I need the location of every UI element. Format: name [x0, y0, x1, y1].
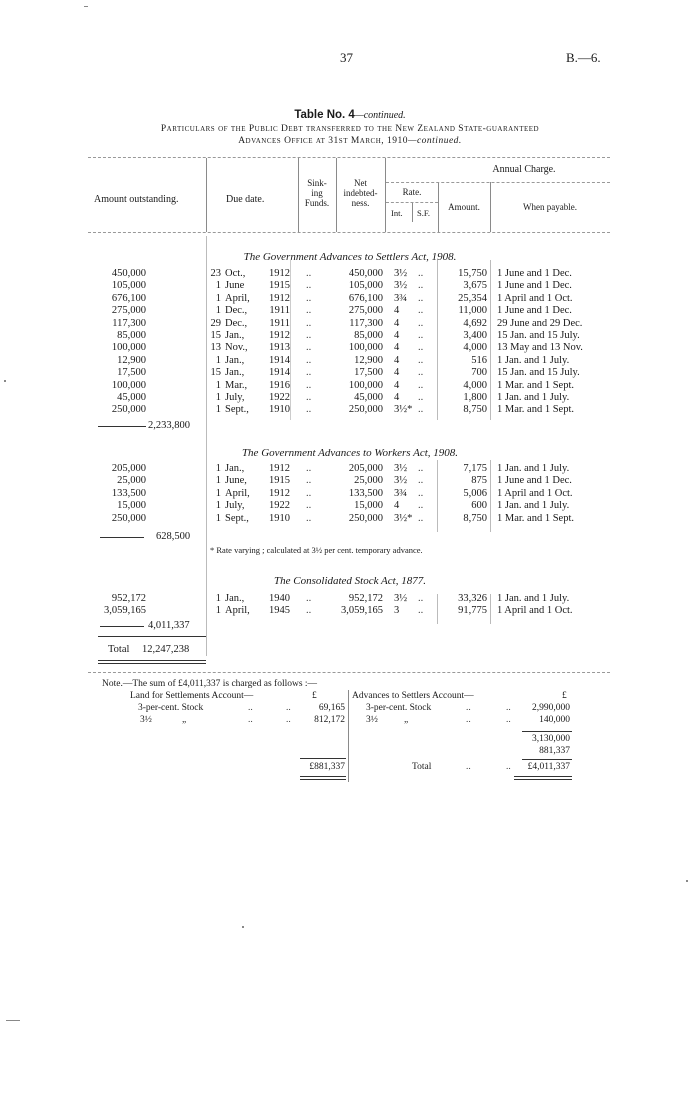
cell-year: 1910 [269, 512, 290, 524]
col-when-payable: When payable. [523, 202, 577, 212]
table-number: Table No. 4 [294, 109, 355, 121]
cell-rate: 3¾ [394, 292, 408, 304]
cell-sf: .. [418, 379, 424, 391]
cell-charge: 15,750 [458, 268, 487, 279]
cell-net: 250,000 [348, 404, 383, 416]
cell-amount: 450,000 [111, 268, 146, 279]
rate-footnote: * Rate varying ; calculated at 3½ per cent. temporary advance. [210, 545, 423, 555]
table-row [0, 342, 700, 355]
cell-amount: 17,500 [117, 367, 146, 379]
cell-net: 105,000 [348, 280, 383, 292]
cell-when: 15 Jan. and 15 July. [497, 367, 580, 379]
cell-day: 1 [215, 404, 221, 416]
note-right-line1-value: 2,990,000 [532, 703, 570, 713]
cell-sink: .. [306, 512, 312, 524]
cell-sf: .. [418, 268, 424, 279]
cell-rate: 3½* [394, 512, 413, 524]
table-title: Table No. 4—continued. [294, 109, 406, 121]
note-right-subtotal: 3,130,000 [532, 734, 570, 744]
cell-charge: 91,775 [458, 605, 487, 617]
cell-sink: .. [306, 475, 312, 487]
page-number: 37 [340, 50, 353, 65]
table-row [0, 330, 700, 343]
table-row [0, 367, 700, 380]
cell-net: 133,500 [348, 487, 383, 499]
cell-year: 1915 [269, 475, 290, 487]
cell-rate: 3½ [394, 475, 408, 487]
table-subtitle-line1: Particulars of the Public Debt transferred to the New Zealand State-guaranteed [160, 124, 540, 134]
cell-rate: 3½ [394, 593, 408, 604]
cell-net: 250,000 [348, 512, 383, 524]
note-left-total: £881,337 [309, 762, 345, 772]
cell-amount: 100,000 [111, 379, 146, 391]
note-right-heading: Advances to Settlers Account— [352, 691, 474, 701]
cell-net: 17,500 [354, 367, 383, 379]
cell-rate: 4 [394, 317, 400, 329]
cell-when: 13 May and 13 Nov. [497, 342, 583, 354]
note-left-line1-value: 69,165 [318, 703, 345, 713]
cell-amount: 25,000 [117, 475, 146, 487]
cell-month: Jan., [225, 463, 245, 474]
cell-charge: 4,000 [463, 379, 487, 391]
cell-day: 1 [215, 512, 221, 524]
cell-sink: .. [306, 392, 312, 403]
table-row [0, 404, 700, 417]
cell-when: 1 April and 1 Oct. [497, 292, 573, 304]
cell-amount: 45,000 [117, 392, 146, 403]
cell-sink: .. [306, 317, 312, 329]
section-heading-consolidated: The Consolidated Stock Act, 1877. [274, 575, 426, 587]
note-right-line2-label: 3½ [366, 715, 378, 725]
cell-year: 1912 [269, 330, 290, 341]
cell-when: 1 Jan. and 1 July. [497, 354, 570, 366]
section-heading-settlers: The Government Advances to Settlers Act, 1908. [243, 251, 457, 263]
cell-year: 1945 [269, 605, 290, 617]
cell-day: 15 [210, 330, 221, 341]
cell-amount: 133,500 [111, 487, 146, 499]
cell-when: 15 Jan. and 15 July. [497, 330, 580, 341]
table-row [0, 293, 700, 306]
cell-net: 205,000 [348, 463, 383, 474]
cell-rate: 4 [394, 305, 400, 317]
cell-when: 1 Jan. and 1 July. [497, 392, 570, 403]
cell-rate: 3¾ [394, 487, 408, 499]
cell-sf: .. [418, 354, 424, 366]
cell-day: 1 [215, 605, 221, 617]
col-annual-charge: Annual Charge. [492, 164, 556, 175]
cell-sf: .. [418, 280, 424, 292]
cell-month: April, [225, 487, 250, 499]
cell-year: 1912 [269, 463, 290, 474]
cell-net: 450,000 [348, 268, 383, 279]
cell-when: 1 June and 1 Dec. [497, 475, 572, 487]
cell-year: 1911 [269, 317, 290, 329]
cell-when: 1 April and 1 Oct. [497, 605, 573, 617]
cell-sf: .. [418, 605, 424, 617]
cell-rate: 3½ [394, 268, 408, 279]
cell-sf: .. [418, 475, 424, 487]
cell-amount: 15,000 [117, 500, 146, 512]
cell-year: 1912 [269, 292, 290, 304]
cell-when: 29 June and 29 Dec. [497, 317, 583, 329]
cell-net: 275,000 [348, 305, 383, 317]
table-row [0, 305, 700, 318]
subtotal-consolidated: 4,011,337 [148, 620, 190, 631]
cell-charge: 25,354 [458, 292, 487, 304]
cell-amount: 250,000 [111, 404, 146, 416]
table-row [0, 593, 700, 606]
cell-year: 1912 [269, 487, 290, 499]
table-row [0, 280, 700, 293]
cell-charge: 3,675 [463, 280, 487, 292]
table-subtitle-line2: Advances Office at 31st March, 1910—continued. [238, 136, 462, 146]
cell-month: Jan., [225, 330, 245, 341]
table-row [0, 463, 700, 476]
table-row [0, 475, 700, 488]
cell-sink: .. [306, 404, 312, 416]
note-right-total-label: Total [412, 762, 432, 772]
cell-sink: .. [306, 593, 312, 604]
cell-year: 1916 [269, 379, 290, 391]
cell-amount: 676,100 [111, 292, 146, 304]
cell-amount: 205,000 [111, 463, 146, 474]
cell-amount: 100,000 [111, 342, 146, 354]
cell-year: 1922 [269, 392, 290, 403]
cell-sink: .. [306, 379, 312, 391]
cell-year: 1914 [269, 354, 290, 366]
table-row [0, 318, 700, 331]
cell-sink: .. [306, 292, 312, 304]
note-left-line2-label: 3½ [140, 715, 152, 725]
cell-month: Jan., [225, 593, 245, 604]
cell-amount: 952,172 [111, 593, 146, 604]
note-right-add: 881,337 [539, 746, 570, 756]
cell-sf: .. [418, 392, 424, 403]
note-right-pound: £ [562, 691, 567, 701]
table-row [0, 500, 700, 513]
cell-day: 1 [215, 280, 221, 292]
cell-sink: .. [306, 354, 312, 366]
cell-net: 100,000 [348, 342, 383, 354]
table-row [0, 605, 700, 618]
cell-when: 1 April and 1 Oct. [497, 487, 573, 499]
cell-sf: .. [418, 292, 424, 304]
cell-day: 1 [215, 500, 221, 512]
cell-year: 1915 [269, 280, 290, 292]
cell-sink: .. [306, 330, 312, 341]
cell-when: 1 Jan. and 1 July. [497, 500, 570, 512]
cell-rate: 3 [394, 605, 400, 617]
cell-month: Sept., [225, 512, 249, 524]
cell-day: 1 [215, 487, 221, 499]
cell-net: 45,000 [354, 392, 383, 403]
cell-charge: 11,000 [458, 305, 487, 317]
cell-day: 23 [210, 268, 221, 279]
cell-month: Oct., [225, 268, 246, 279]
cell-charge: 5,006 [463, 487, 487, 499]
cell-year: 1911 [269, 305, 290, 317]
cell-day: 13 [210, 342, 221, 354]
cell-day: 1 [215, 475, 221, 487]
cell-when: 1 Jan. and 1 July. [497, 593, 570, 604]
cell-net: 676,100 [348, 292, 383, 304]
col-amount: Amount. [448, 202, 480, 212]
cell-day: 1 [215, 305, 221, 317]
cell-month: Jan., [225, 367, 245, 379]
cell-rate: 3½ [394, 280, 408, 292]
cell-day: 1 [215, 354, 221, 366]
cell-sf: .. [418, 463, 424, 474]
cell-net: 117,300 [349, 317, 383, 329]
cell-sink: .. [306, 367, 312, 379]
section-heading-workers: The Government Advances to Workers Act, 1908. [241, 447, 459, 459]
scan-speck [84, 6, 88, 7]
cell-month: July, [225, 392, 245, 403]
cell-month: April, [225, 292, 250, 304]
cell-when: 1 June and 1 Dec. [497, 305, 572, 317]
cell-net: 100,000 [348, 379, 383, 391]
table-row [0, 513, 700, 526]
document-reference: B.—6. [566, 50, 601, 65]
cell-day: 1 [215, 593, 221, 604]
cell-rate: 4 [394, 392, 400, 403]
table-row [0, 355, 700, 368]
cell-month: Nov., [225, 342, 248, 354]
cell-charge: 4,692 [463, 317, 487, 329]
cell-year: 1912 [269, 268, 290, 279]
cell-charge: 3,400 [463, 330, 487, 341]
cell-amount: 275,000 [111, 305, 146, 317]
cell-rate: 4 [394, 500, 400, 512]
cell-sink: .. [306, 305, 312, 317]
note-right-line1-label: 3-per-cent. Stock [366, 703, 432, 713]
cell-sf: .. [418, 487, 424, 499]
cell-month: Dec., [225, 305, 248, 317]
cell-charge: 875 [471, 475, 487, 487]
cell-charge: 33,326 [458, 593, 487, 604]
cell-net: 3,059,165 [341, 605, 383, 617]
cell-net: 25,000 [354, 475, 383, 487]
cell-month: Dec., [225, 317, 248, 329]
cell-charge: 1,800 [463, 392, 487, 403]
cell-rate: 3½ [394, 463, 408, 474]
cell-amount: 117,300 [112, 317, 146, 329]
cell-when: 1 Jan. and 1 July. [497, 463, 570, 474]
cell-month: Mar., [225, 379, 248, 391]
cell-rate: 4 [394, 367, 400, 379]
cell-rate: 3½* [394, 404, 413, 416]
cell-sink: .. [306, 268, 312, 279]
col-rate-int: Int. [391, 208, 403, 218]
cell-net: 12,900 [354, 354, 383, 366]
grand-total-value: 12,247,238 [142, 644, 190, 655]
col-amount-outstanding: Amount outstanding. [94, 194, 179, 205]
cell-month: June, [225, 475, 247, 487]
cell-day: 15 [210, 367, 221, 379]
cell-month: April, [225, 605, 250, 617]
cell-net: 952,172 [348, 593, 383, 604]
cell-day: 1 [215, 392, 221, 403]
table-row [0, 380, 700, 393]
cell-sf: .. [418, 342, 424, 354]
cell-month: June [225, 280, 245, 292]
cell-net: 85,000 [354, 330, 383, 341]
table-row [0, 268, 700, 281]
note-left-line2-ditto: „ [182, 715, 187, 725]
note-left-pound: £ [312, 691, 317, 701]
cell-charge: 7,175 [463, 463, 487, 474]
cell-sink: .. [306, 500, 312, 512]
cell-net: 15,000 [354, 500, 383, 512]
cell-sink: .. [306, 342, 312, 354]
subtotal-workers: 628,500 [156, 531, 191, 542]
cell-rate: 4 [394, 330, 400, 341]
subtotal-settlers: 2,233,800 [148, 420, 190, 431]
grand-total-label: Total [108, 644, 130, 655]
cell-sf: .. [418, 404, 424, 416]
cell-year: 1940 [269, 593, 290, 604]
note-left-heading: Land for Settlements Account— [130, 691, 254, 701]
col-due-date: Due date. [226, 194, 265, 205]
cell-month: Sept., [225, 404, 249, 416]
note-intro: Note.—The sum of £4,011,337 is charged as follows :— [102, 679, 318, 689]
scan-speck [4, 380, 6, 382]
note-left-line2-value: 812,172 [314, 715, 345, 725]
cell-year: 1914 [269, 367, 290, 379]
cell-rate: 4 [394, 342, 400, 354]
cell-sf: .. [418, 317, 424, 329]
cell-amount: 3,059,165 [104, 605, 146, 617]
cell-year: 1913 [269, 342, 290, 354]
table-row [0, 392, 700, 405]
cell-sink: .. [306, 605, 312, 617]
note-left-line1-label: 3-per-cent. Stock [138, 703, 204, 713]
note-right-line2-value: 140,000 [539, 715, 570, 725]
cell-charge: 700 [471, 367, 487, 379]
cell-sf: .. [418, 512, 424, 524]
cell-sink: .. [306, 487, 312, 499]
note-right-total: £4,011,337 [527, 762, 570, 772]
cell-sink: .. [306, 280, 312, 292]
cell-charge: 4,000 [463, 342, 487, 354]
note-right-line2-ditto: „ [404, 715, 409, 725]
cell-charge: 516 [471, 354, 487, 366]
cell-when: 1 Mar. and 1 Sept. [497, 379, 574, 391]
cell-sf: .. [418, 500, 424, 512]
cell-rate: 4 [394, 354, 400, 366]
scan-speck [242, 926, 244, 928]
scan-speck [6, 1020, 20, 1021]
cell-when: 1 June and 1 Dec. [497, 280, 572, 292]
cell-charge: 600 [471, 500, 487, 512]
col-rate: Rate. [402, 187, 422, 197]
cell-day: 1 [215, 463, 221, 474]
cell-month: July, [225, 500, 245, 512]
cell-charge: 8,750 [463, 512, 487, 524]
cell-sf: .. [418, 367, 424, 379]
cell-rate: 4 [394, 379, 400, 391]
cell-year: 1910 [269, 404, 290, 416]
cell-sink: .. [306, 463, 312, 474]
cell-day: 29 [210, 317, 221, 329]
cell-amount: 12,900 [117, 354, 146, 366]
cell-sf: .. [418, 593, 424, 604]
cell-sf: .. [418, 330, 424, 341]
table-row [0, 488, 700, 501]
cell-amount: 85,000 [117, 330, 146, 341]
cell-sf: .. [418, 305, 424, 317]
col-rate-sf: S.F. [417, 208, 431, 218]
cell-when: 1 Mar. and 1 Sept. [497, 404, 574, 416]
scan-speck [686, 880, 688, 882]
cell-month: Jan., [225, 354, 245, 366]
cell-charge: 8,750 [463, 404, 487, 416]
col-net-indebtedness: Net indebted- ness. [343, 178, 378, 208]
cell-day: 1 [215, 292, 221, 304]
cell-when: 1 June and 1 Dec. [497, 268, 572, 279]
cell-amount: 250,000 [111, 512, 146, 524]
col-sinking-funds: Sink- ing Funds. [304, 178, 330, 208]
cell-when: 1 Mar. and 1 Sept. [497, 512, 574, 524]
cell-year: 1922 [269, 500, 290, 512]
cell-day: 1 [215, 379, 221, 391]
cell-amount: 105,000 [111, 280, 146, 292]
